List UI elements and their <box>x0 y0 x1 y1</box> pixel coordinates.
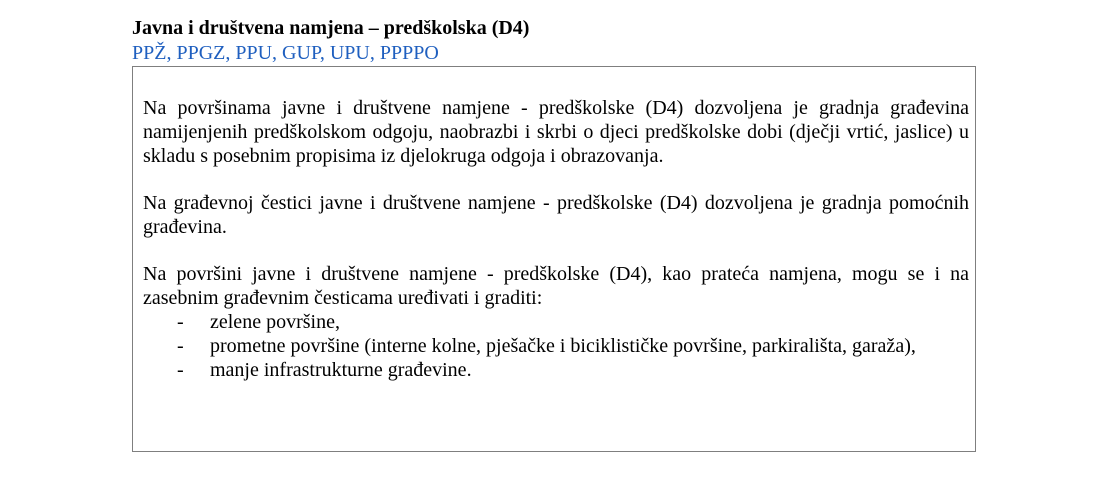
accompanying-use-list <box>143 310 969 382</box>
list-item <box>143 334 969 358</box>
list-item-text: prometne površine (interne kolne, pješačke i biciklističke površine, parkirališta, garaža), <box>210 335 916 357</box>
section-title: Javna i društvena namjena – predškolska (D4) <box>132 17 530 39</box>
content-body <box>143 96 969 382</box>
paragraph-accompanying-use: Na površini javne i društvene namjene - predškolske (D4), kao prateća namjena, mogu se i na zasebnim građevnim česticama uređivati i graditi: <box>143 263 969 309</box>
list-dash: - <box>177 335 184 357</box>
paragraph-auxiliary-buildings: Na građevnoj čestici javne i društvene namjene - predškolske (D4) dozvoljena je gradnja pomoćnih građevina. <box>143 192 969 238</box>
list-item-text: zelene površine, <box>210 311 340 333</box>
list-item <box>143 358 969 382</box>
list-dash: - <box>177 359 184 381</box>
list-dash: - <box>177 311 184 333</box>
plan-types: PPŽ, PPGZ, PPU, GUP, UPU, PPPPO <box>132 42 439 64</box>
paragraph-construction: Na površinama javne i društvene namjene - predškolske (D4) dozvoljena je gradnja građevina namijenjenih predškolskom odgoju, naobrazbi i skrbi o djeci predškolske dobi (dječji vrtić, jaslice) u skladu s posebnim propisima iz djelokruga odgoja i obrazovanja. <box>143 97 969 167</box>
content-box <box>132 66 976 452</box>
list-item-text: manje infrastrukturne građevine. <box>210 359 472 381</box>
list-item <box>143 310 969 334</box>
